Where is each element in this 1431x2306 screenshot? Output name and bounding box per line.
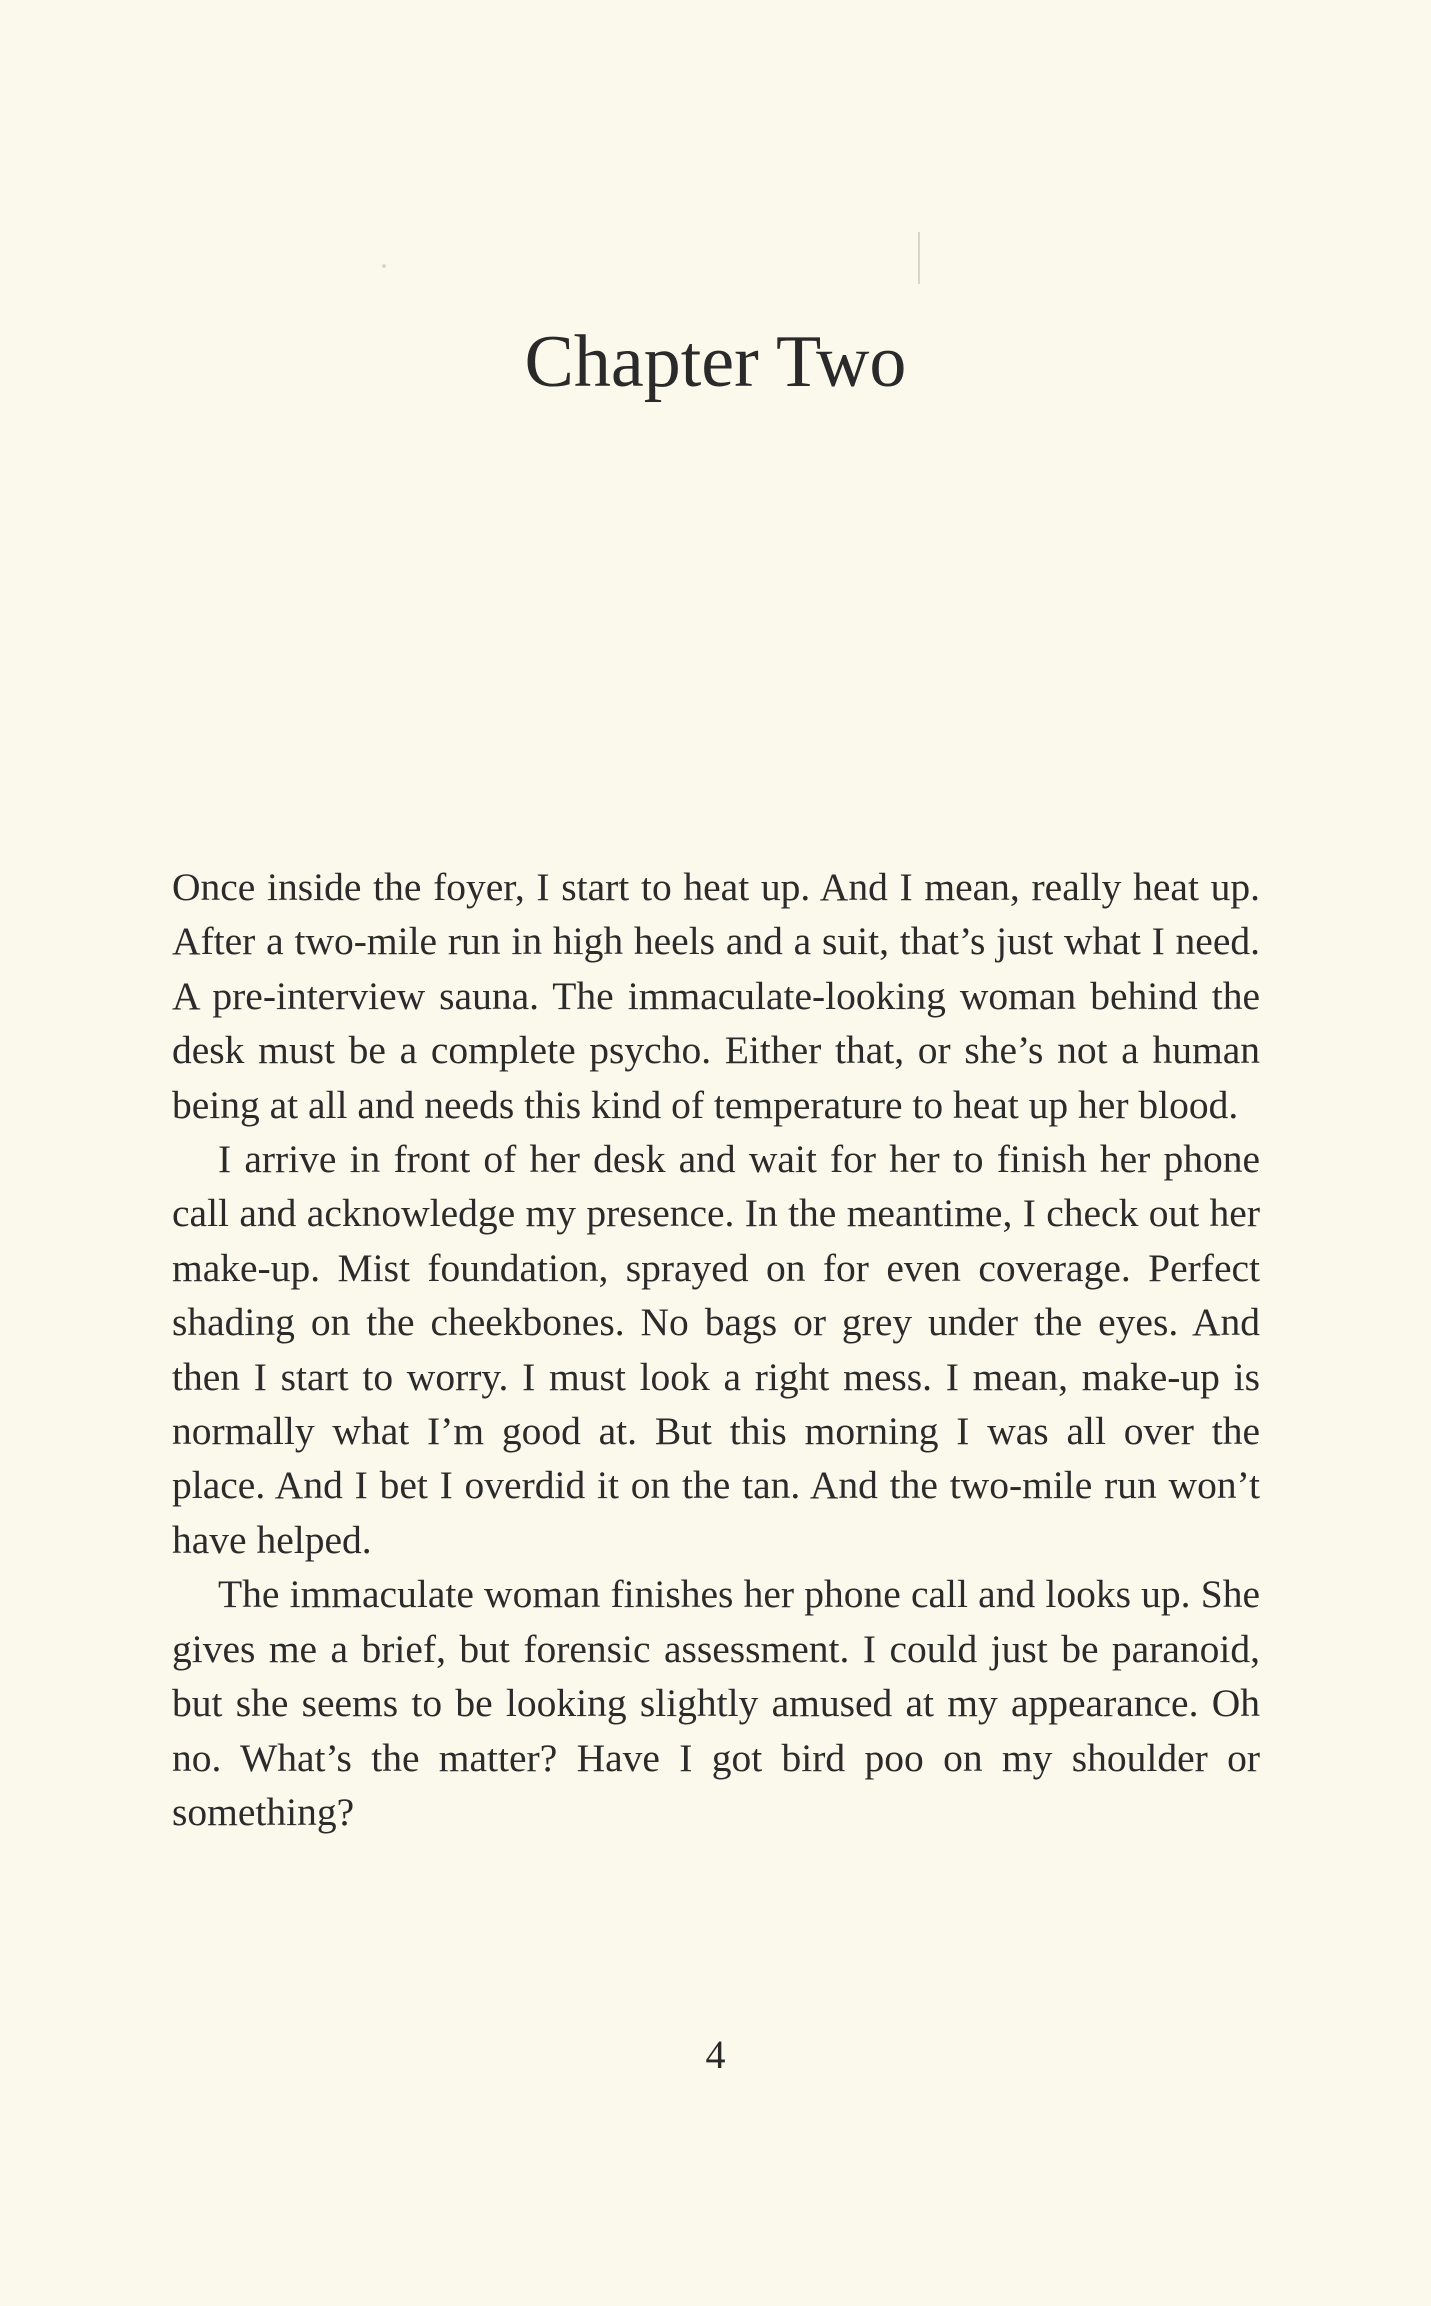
scan-speck — [382, 264, 386, 268]
page-number: 4 — [705, 2032, 726, 2077]
scan-mark — [918, 232, 920, 284]
paragraph: The immaculate woman finishes her phone call and looks up. She gives me a brief, but forensic assessment. I could just be paranoid, but she seems to be looking slightly amused at my appearance. Oh no. What’s the matter? Have I got bird poo on my shoulder or something? — [172, 1572, 1260, 1834]
paragraph: Once inside the foyer, I start to heat up. And I mean, really heat up. After a two-mile run in high heels and a suit, that’s just what I need. A pre-interview sauna. The immaculate-looking woman behind the desk must be a complete psycho. Either that, or she’s not a human being at all and needs this kind of temperature to heat up her blood. — [172, 865, 1260, 1127]
paragraph: I arrive in front of her desk and wait for her to finish her phone call and acknowledge my presence. In the meantime, I check out her make-up. Mist foundation, sprayed on for even coverage. Perfect shading on the cheekbones. No bags or grey under the eyes. And then I start to worry. I must look a right mess. I mean, make-up is normally what I’m good at. But this morning I was all over the place. And I bet I overdid it on the tan. And the two-mile run won’t have helped. — [172, 1137, 1260, 1562]
chapter-body — [172, 860, 1260, 1839]
chapter-title: Chapter Two — [524, 321, 907, 403]
